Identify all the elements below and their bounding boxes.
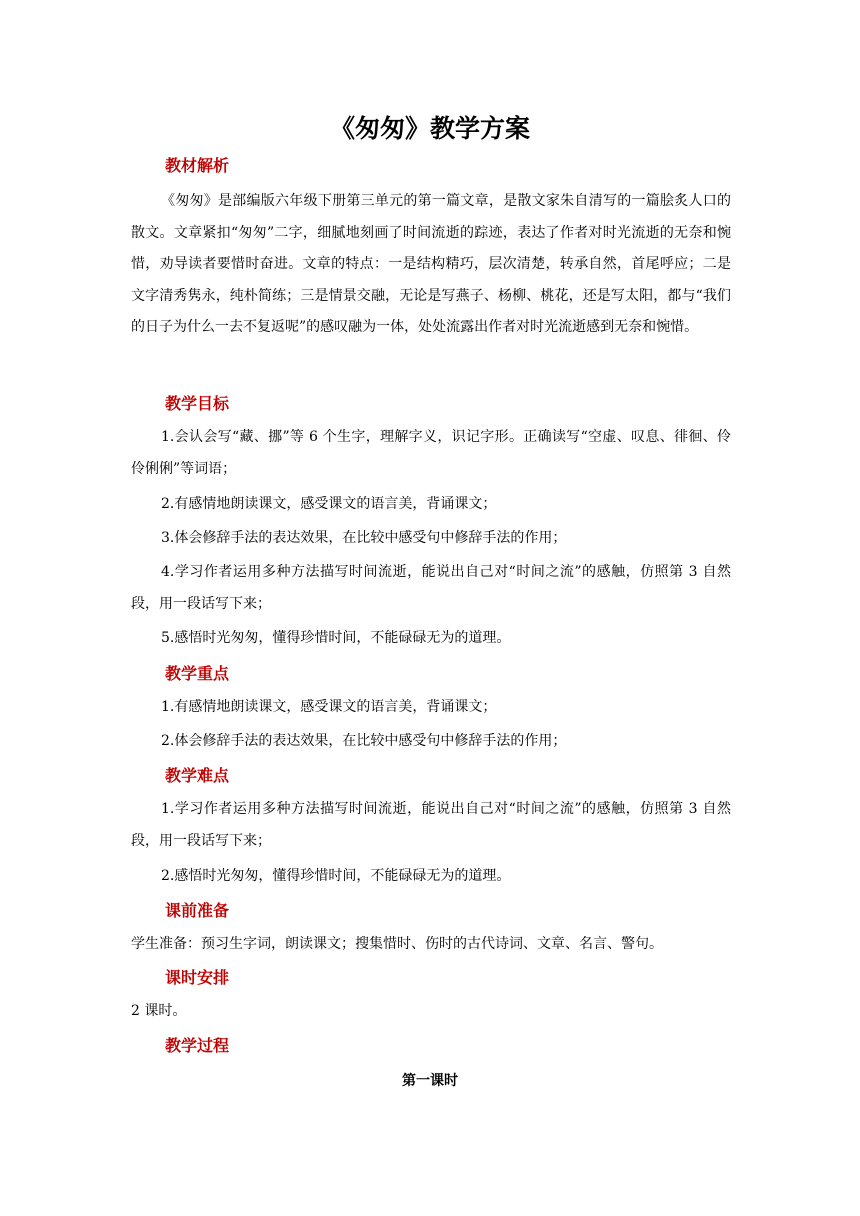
section-heading-preparation: 课前准备 [165,901,230,920]
key-point-item: 2.体会修辞手法的表达效果，在比较中感受句中修辞手法的作用； [161,733,567,749]
difficulty-item: 2.感悟时光匆匆，懂得珍惜时间，不能碌碌无为的道理。 [161,868,511,884]
goal-item: 3.体会修辞手法的表达效果，在比较中感受句中修辞手法的作用； [161,530,567,546]
lesson-subheading: 第一课时 [402,1073,458,1089]
goal-item: 2.有感情地朗读课文，感受课文的语言美，背诵课文； [161,496,497,512]
section-heading-textbook-analysis: 教材解析 [165,156,230,175]
section-heading-schedule: 课时安排 [165,968,230,987]
section-paragraph: 《匆匆》是部编版六年级下册第三单元的第一篇文章，是散文家朱自清写的一篇脍炙人口的散文。文章紧扣“匆匆”二字，细腻地刻画了时间流逝的踪迹，表达了作者对时光流逝的无奈和惋惜，劝导读者要惜时奋进。文章的特点：一是结构精巧，层次清楚，转承自然，首尾呼应；二是文字清秀隽永，纯朴简练；三是情景交融，无论是写燕子、杨柳、桃花，还是写太阳，都与“我们的日子为什么一去不复返呢”的感叹融为一体，处处流露出作者对时光流逝感到无奈和惋惜。 [131,193,731,335]
document-title: 《匆匆》教学方案 [329,114,530,143]
section-heading-key-points: 教学重点 [165,664,230,683]
goal-item: 1.会认会写“藏、挪”等 6 个生字，理解字义，识记字形。正确读写“空虚、叹息、徘徊、伶伶俐俐”等词语； [131,429,731,477]
section-heading-teaching-goals: 教学目标 [165,394,230,413]
section-heading-difficulties: 教学难点 [165,766,230,785]
goal-item: 4.学习作者运用多种方法描写时间流逝，能说出自己对“时间之流”的感触，仿照第 3 自然段，用一段话写下来； [131,564,731,612]
section-heading-process: 教学过程 [165,1036,230,1055]
difficulty-item: 1.学习作者运用多种方法描写时间流逝，能说出自己对“时间之流”的感触，仿照第 3 自然段，用一段话写下来； [131,801,731,849]
goal-item: 5.感悟时光匆匆，懂得珍惜时间，不能碌碌无为的道理。 [161,630,511,646]
key-point-item: 1.有感情地朗读课文，感受课文的语言美，背诵课文； [161,699,497,715]
preparation-text: 学生准备：预习生字词，朗读课文；搜集惜时、伤时的古代诗词、文章、名言、警句。 [131,936,663,952]
schedule-text: 2 课时。 [131,1003,187,1019]
